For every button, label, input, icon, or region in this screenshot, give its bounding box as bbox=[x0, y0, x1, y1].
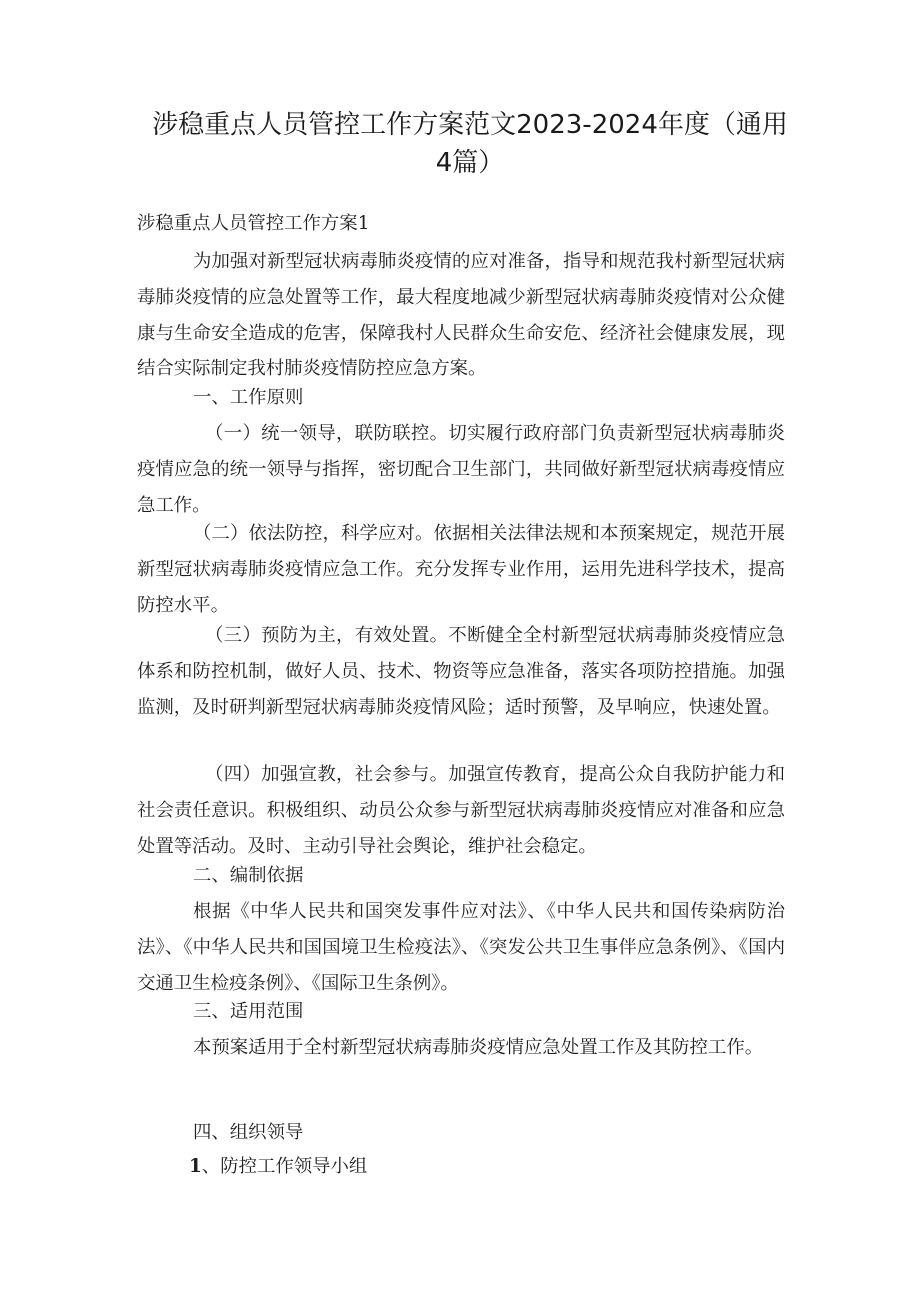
section-heading-principles: 一、工作原则 bbox=[193, 387, 304, 408]
principle-paragraph-4: （四）加强宣教，社会参与。加强宣传教育，提高公众自我防护能力和社会责任意识。积极组织、动员公众参与新型冠状病毒肺炎疫情应对准备和应急处置等活动。及时、主动引导社会舆论，维护社会稳定。 bbox=[137, 764, 785, 857]
principle-paragraph-3: （三）预防为主，有效处置。不断健全全村新型冠状病毒肺炎疫情应急体系和防控机制，做好人员、技术、物资等应急准备，落实各项防控措施。加强监测，及时研判新型冠状病毒肺炎疫情风险；适时预警，及早响应，快速处置。 bbox=[137, 625, 785, 718]
subsection-number: 1 bbox=[189, 1156, 202, 1177]
scope-paragraph: 本预案适用于全村新型冠状病毒肺炎疫情应急处置工作及其防控工作。 bbox=[193, 1037, 764, 1058]
intro-paragraph: 为加强对新型冠状病毒肺炎疫情的应对准备，指导和规范我村新型冠状病毒肺炎疫情的应急处置等工作，最大程度地减少新型冠状病毒肺炎疫情对公众健康与生命安全造成的危害，保障我村人民群众生命安危、经济社会健康发展，现结合实际制定我村肺炎疫情防控应急方案。 bbox=[137, 251, 785, 380]
document-subtitle: 涉稳重点人员管控工作方案1 bbox=[137, 213, 370, 234]
subsection-label: 、防控工作领导小组 bbox=[201, 1156, 368, 1177]
subsection-heading-leading-group bbox=[189, 1155, 367, 1179]
section-heading-organization: 四、组织领导 bbox=[193, 1122, 304, 1143]
basis-paragraph: 根据《中华人民共和国突发事件应对法》、《中华人民共和国传染病防治法》、《中华人民共和国国境卫生检疫法》、《突发公共卫生事伴应急条例》、《国内交通卫生检疫条例》、《国际卫生条例》。 bbox=[137, 901, 785, 994]
principle-paragraph-1: （一）统一领导，联防联控。切实履行政府部门负责新型冠状病毒肺炎疫情应急的统一领导与指挥，密切配合卫生部门，共同做好新型冠状病毒疫情应急工作。 bbox=[137, 423, 785, 516]
section-heading-basis: 二、编制依据 bbox=[193, 865, 304, 886]
document-title: 涉稳重点人员管控工作方案范文2023-2024年度（通用4篇） bbox=[152, 110, 788, 178]
section-heading-scope: 三、适用范围 bbox=[193, 1001, 304, 1022]
principle-paragraph-2: （二）依法防控，科学应对。依据相关法律法规和本预案规定，规范开展新型冠状病毒肺炎疫情应急工作。充分发挥专业作用，运用先进科学技术，提高防控水平。 bbox=[137, 523, 785, 616]
